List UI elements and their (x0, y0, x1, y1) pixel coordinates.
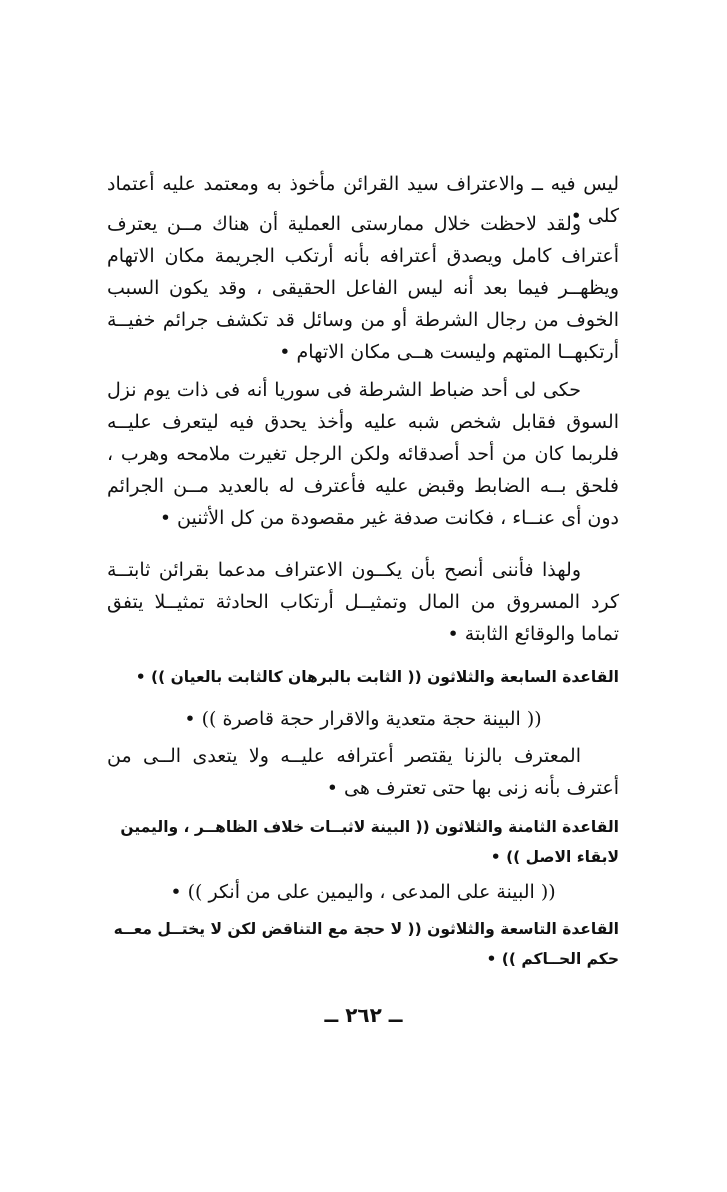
rule-38-quote (107, 876, 619, 908)
rule-title: القاعدة السابعة والثلاثون (( الثابت بالبرهان كالثابت بالعيان )) • (135, 668, 619, 686)
paragraph-text: ولقد لاحظت خلال ممارستى العملية أن هناك مــن يعترف أعتراف كامل ويصدق أعترافه بأنه أرتكب الجريمة مكان الاتهام ويظهــر فيما بعد أنه ليس الفاعل الحقيقى ، وقد يكون السبب الخوف من رجال الشرطة أو من وسائل قد تكشف جرائم خفيــة أرتكبهــا المتهم وليست هــى مكان الاتهام • (107, 213, 619, 363)
paragraph-text: حكى لى أحد ضباط الشرطة فى سوريا أنه فى ذات يوم نزل السوق فقابل شخص شبه عليه وأخذ يحدق فيه ليتعرف عليــه فلربما كان من أحد أصدقائه ولكن الرجل تغيرت ملامحه وهرب ، فلحق بــه الضابط وقبض عليه فأعترف له بالعديد مــن الجرائم دون أى عنــاء ، فكانت صدفة غير مقصودة من كل الأثنين • (107, 379, 619, 529)
paragraph-advice (107, 554, 619, 650)
paragraph-story (107, 374, 619, 534)
rule-38-heading (107, 812, 619, 872)
paragraph-observation (107, 208, 619, 368)
rule-37-explanation (107, 740, 619, 804)
rule-39-heading (107, 914, 619, 974)
quote-text: (( البينة على المدعى ، واليمين على من أنكر )) • (170, 881, 556, 903)
page-number: ــ ٢٦٢ ــ (324, 1003, 403, 1027)
rule-title: القاعدة التاسعة والثلاثون (( لا حجة مع التناقض لكن لا يختــل معــه حكم الحــاكم )) • (113, 920, 619, 968)
rule-37-quote (107, 703, 619, 735)
rule-37-heading (107, 662, 619, 692)
paragraph-text: ليس فيه ــ والاعتراف سيد القرائن مأخوذ به ومعتمد عليه أعتماد كلى • (107, 173, 619, 227)
rule-title: القاعدة الثامنة والثلاثون (( البينة لاثبــات خلاف الظاهــر ، واليمين لابقاء الاصل )) • (120, 818, 619, 866)
paragraph-text: ولهذا فأننى أنصح بأن يكــون الاعتراف مدعما بقرائن ثابتــة كرد المسروق من المال وتمثيــل أرتكاب الحادثة تمثيــلا يتفق تماما والوقائع الثابتة • (107, 559, 619, 645)
paragraph-text: المعترف بالزنا يقتصر أعترافه عليــه ولا يتعدى الــى من أعترف بأنه زنى بها حتى تعترف هى • (107, 745, 619, 799)
quote-text: (( البينة حجة متعدية والاقرار حجة قاصرة )) • (184, 708, 542, 730)
